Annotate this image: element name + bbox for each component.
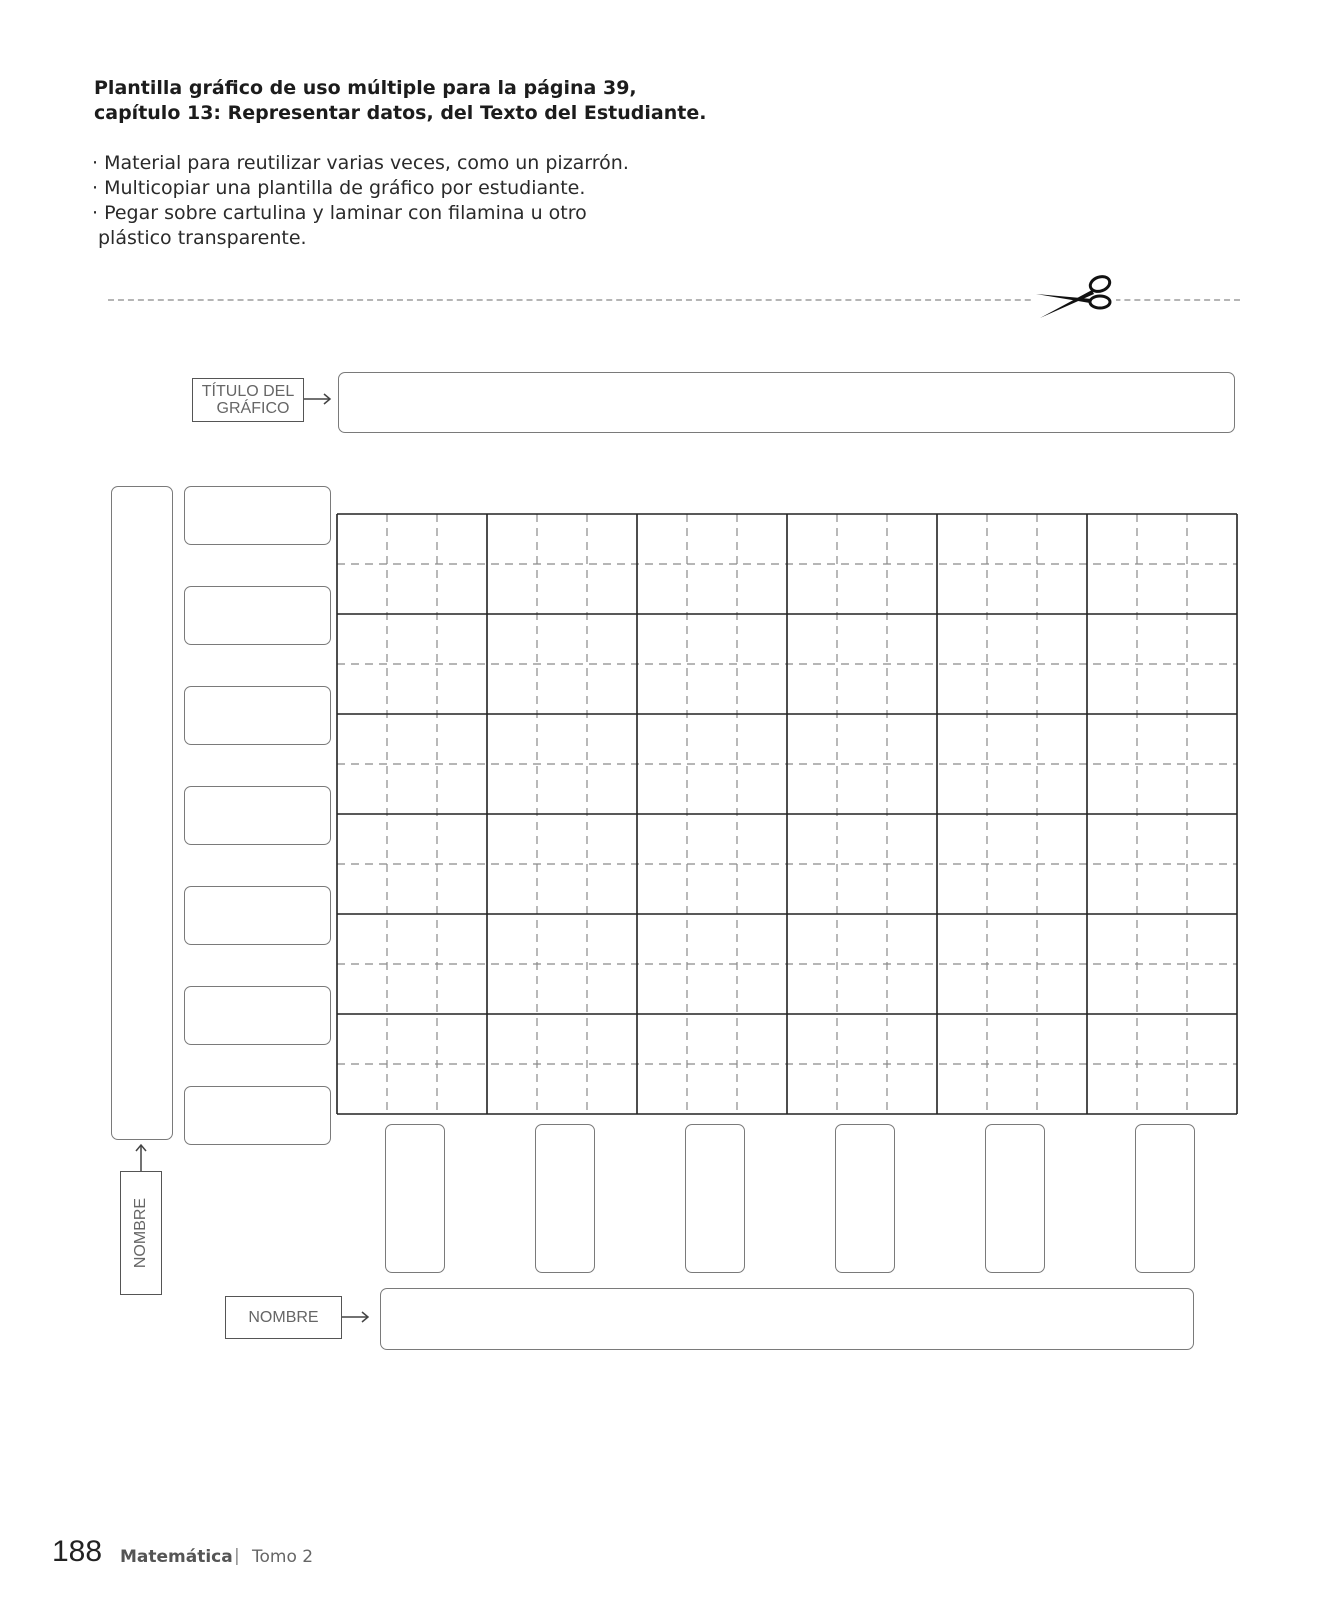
page-number: 188 <box>52 1535 103 1568</box>
y-axis-name-field[interactable] <box>111 486 173 1140</box>
x-axis-value-field[interactable] <box>535 1124 595 1273</box>
instruction-item: · Material para reutilizar varias veces, como un pizarrón. <box>92 152 629 174</box>
footer-separator: | <box>234 1546 240 1566</box>
instruction-item: plástico transparente. <box>98 227 307 249</box>
y-axis-label <box>120 1171 162 1295</box>
x-axis-value-field[interactable] <box>385 1124 445 1273</box>
instruction-item: · Multicopiar una plantilla de gráfico por estudiante. <box>92 177 586 199</box>
x-axis-value-field[interactable] <box>835 1124 895 1273</box>
chart-title-label-line-2: GRÁFICO <box>216 400 290 417</box>
heading-line-1: Plantilla gráfico de uso múltiple para la página 39, <box>94 77 637 99</box>
scissors-icon <box>1034 272 1116 322</box>
y-axis-value-field[interactable] <box>184 786 331 845</box>
x-axis-label <box>225 1296 342 1339</box>
x-axis-label-text: NOMBRE <box>248 1309 319 1326</box>
chart-title-field[interactable] <box>338 372 1235 433</box>
y-axis-label-text: NOMBRE <box>132 1197 149 1269</box>
instruction-item: · Pegar sobre cartulina y laminar con filamina u otro <box>92 202 587 224</box>
y-axis-value-field[interactable] <box>184 1086 331 1145</box>
y-axis-value-field[interactable] <box>184 486 331 545</box>
arrow-up-icon <box>134 1143 148 1171</box>
y-axis-value-field[interactable] <box>184 586 331 645</box>
x-axis-value-field[interactable] <box>1135 1124 1195 1273</box>
heading-line-2: capítulo 13: Representar datos, del Texto del Estudiante. <box>94 102 707 124</box>
chart-title-label <box>192 378 304 422</box>
footer-subject: Matemática <box>120 1547 233 1567</box>
x-axis-value-field[interactable] <box>685 1124 745 1273</box>
page-heading <box>94 76 714 126</box>
chart-title-label-line-1: TÍTULO DEL <box>201 383 295 400</box>
arrow-right-icon <box>304 392 332 406</box>
instructions-list <box>92 151 712 251</box>
x-axis-name-field[interactable] <box>380 1288 1194 1350</box>
chart-grid[interactable] <box>336 513 1238 1115</box>
y-axis-value-field[interactable] <box>184 986 331 1045</box>
y-axis-value-field[interactable] <box>184 686 331 745</box>
y-axis-value-field[interactable] <box>184 886 331 945</box>
x-axis-value-field[interactable] <box>985 1124 1045 1273</box>
arrow-right-icon <box>342 1310 370 1324</box>
footer-volume: Tomo 2 <box>252 1547 314 1567</box>
